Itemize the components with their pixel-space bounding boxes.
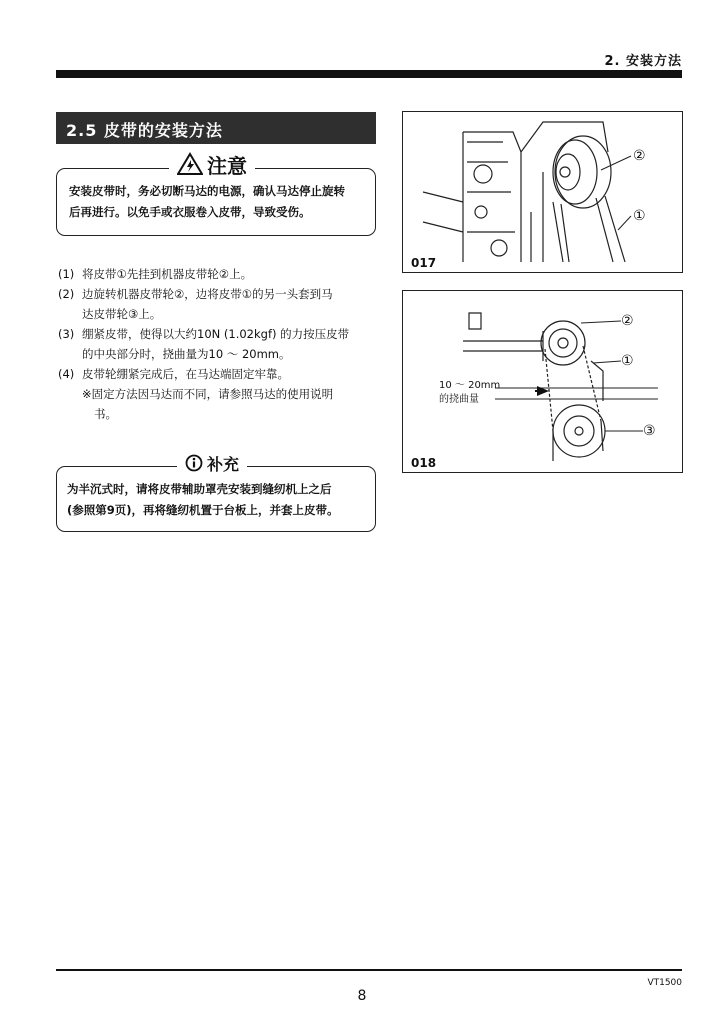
- supplement-text: [67, 479, 367, 521]
- callout-belt: ①: [633, 208, 646, 224]
- step-item: [58, 284, 380, 324]
- supplement-title-text: 补充: [207, 454, 240, 474]
- figure-018: [402, 290, 683, 473]
- callout-belt: ①: [621, 353, 634, 369]
- step-note-line: 书。: [94, 407, 117, 421]
- figure-label: 017: [411, 256, 437, 270]
- callout-pulley: ②: [633, 148, 646, 164]
- header-rule: [56, 70, 682, 78]
- callout-machine-pulley: ②: [621, 313, 634, 329]
- deflection-label: [439, 379, 500, 407]
- caution-text: [69, 181, 367, 223]
- deflection-text: 的挠曲量: [439, 394, 479, 405]
- caution-line: 后再进行。以免手或衣服卷入皮带，导致受伤。: [69, 205, 311, 219]
- caution-box: [56, 153, 376, 236]
- deflection-range: 10 ～ 20mm: [439, 380, 501, 391]
- step-text: 边旋转机器皮带轮②，边将皮带①的另一头套到马: [82, 287, 333, 301]
- step-text: 的中央部分时，挠曲量为10 ～ 20mm。: [82, 347, 291, 361]
- chapter-title: 2. 安装方法: [604, 54, 682, 69]
- installation-steps: [58, 264, 380, 424]
- step-number: (2): [58, 287, 75, 301]
- figure-label: 018: [411, 456, 437, 470]
- footer-rule: [56, 969, 682, 971]
- step-text: 绷紧皮带，使得以大约10N (1.02kgf) 的力按压皮带: [82, 327, 350, 341]
- caution-line: 安装皮带时，务必切断马达的电源，确认马达停止旋转: [69, 184, 345, 198]
- supplement-box: [56, 454, 376, 532]
- section-heading: 2.5 皮带的安装方法: [56, 112, 376, 144]
- step-text: 皮带轮绷紧完成后，在马达端固定牢靠。: [82, 367, 289, 381]
- supplement-line: (参照第9页)，再将缝纫机置于台板上，并套上皮带。: [67, 503, 339, 517]
- info-icon: [185, 454, 203, 472]
- caution-title: [169, 149, 255, 179]
- machine-pulley-illustration: [403, 112, 683, 273]
- supplement-title: [177, 452, 247, 474]
- step-item: [58, 264, 380, 284]
- step-number: (4): [58, 367, 75, 381]
- step-item: [58, 364, 380, 384]
- step-note-line: ※固定方法因马达而不同，请参照马达的使用说明: [82, 387, 334, 401]
- step-item: [58, 324, 380, 364]
- callout-motor-pulley: ③: [643, 423, 656, 439]
- document-code: VT1500: [647, 978, 682, 988]
- figure-017: [402, 111, 683, 273]
- step-note: [58, 384, 380, 424]
- electric-shock-warning-icon: [177, 152, 203, 176]
- caution-title-text: 注意: [207, 153, 247, 178]
- step-number: (3): [58, 327, 75, 341]
- step-text: 将皮带①先挂到机器皮带轮②上。: [82, 267, 253, 281]
- supplement-line: 为半沉式时，请将皮带辅助罩壳安装到缝纫机上之后: [67, 482, 332, 496]
- page-number: 8: [357, 988, 367, 1004]
- step-text: 达皮带轮③上。: [82, 307, 162, 321]
- step-number: (1): [58, 267, 75, 281]
